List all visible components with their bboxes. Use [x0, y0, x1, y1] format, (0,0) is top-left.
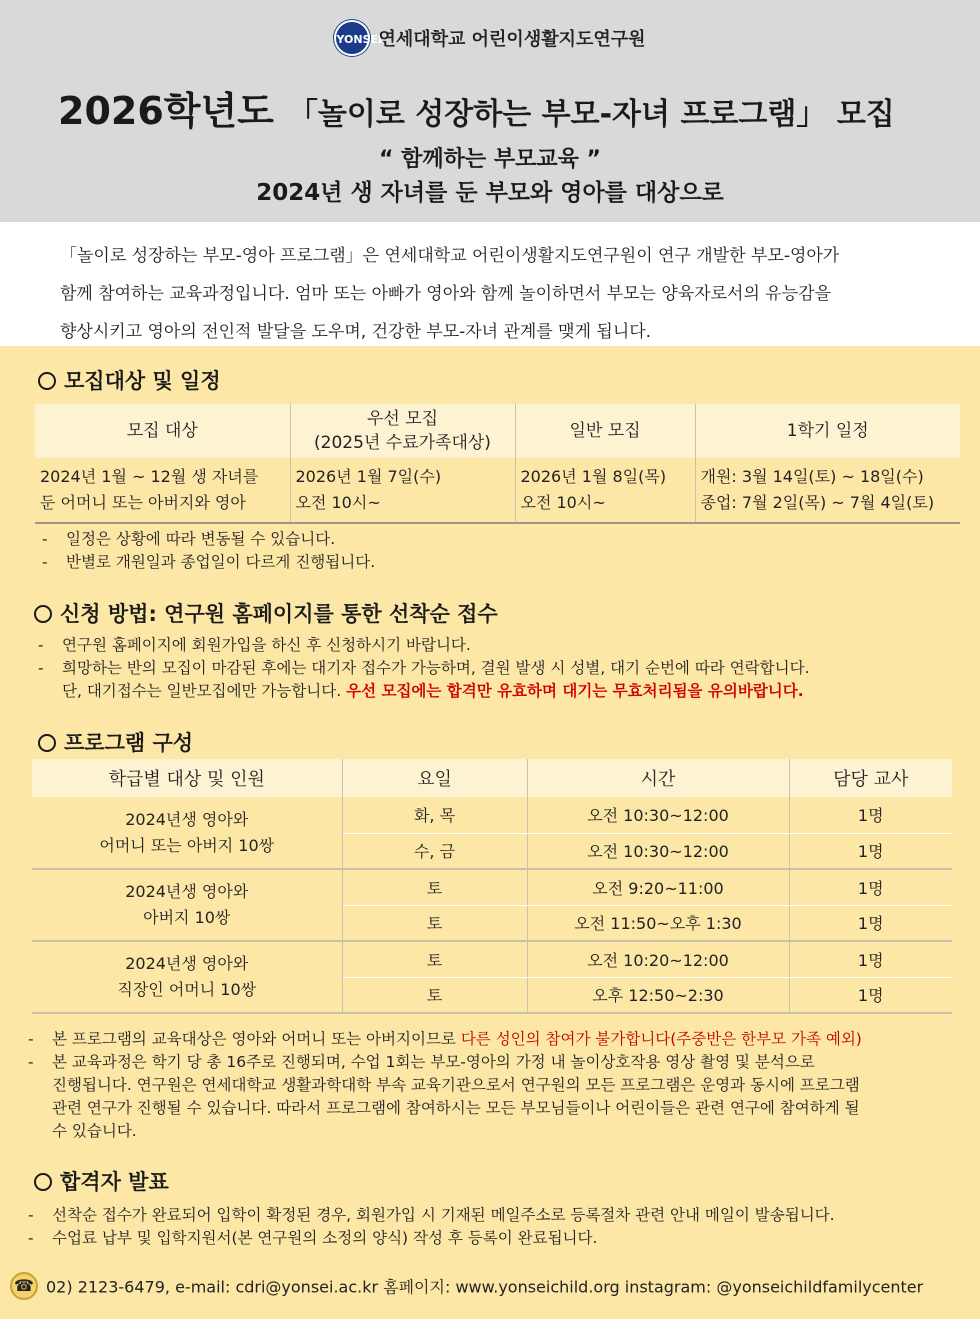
- program-table: [32, 759, 952, 1014]
- cell-day: 토: [342, 869, 527, 905]
- recruitment-notes: [42, 528, 375, 574]
- phone-icon: ☎: [10, 1272, 38, 1300]
- cell-line: 어머니 또는 아버지 10쌍: [99, 835, 275, 855]
- section-title-announcement: [34, 1166, 169, 1196]
- cell-teacher: 1명: [789, 833, 952, 869]
- cell-line: 종업: 7월 2일(목) ~ 7월 4일(토): [700, 493, 935, 512]
- circle-bullet-icon: [38, 734, 56, 752]
- section-title-text: 합격자 발표: [60, 1170, 169, 1194]
- cell-target: [35, 458, 290, 523]
- subtitle-slogan: “ 함께하는 부모교육 ”: [379, 147, 601, 172]
- list-item: [28, 1097, 973, 1120]
- cell-line: 2024년 1월 ~ 12월 생 자녀를: [40, 467, 259, 486]
- table-row: [32, 797, 952, 833]
- cell-line: 2026년 1월 7일(수): [295, 467, 442, 486]
- list-item: [38, 680, 810, 703]
- cell-teacher: 1명: [789, 797, 952, 833]
- section-title-recruitment: [38, 365, 221, 395]
- list-item: - 수업료 납부 및 입학지원서(본 연구원의 소정의 양식) 작성 후 등록이 완료됩니다.: [28, 1229, 598, 1247]
- application-notes: [38, 634, 810, 703]
- note-text: 본 교육과정은 학기 당 총 16주로 진행되며, 수업 1회는 부모-영아의 가정 내 놀이상호작용 영상 촬영 및 분석으로: [52, 1053, 815, 1071]
- cell-line: 2024년생 영아와: [125, 954, 249, 973]
- cell-time: 오전 9:20~11:00: [527, 869, 789, 905]
- note-text: 단, 대기접수는 일반모집에만 가능합니다.: [62, 682, 342, 700]
- cell-line: 2024년생 영아와: [125, 809, 249, 829]
- title-program: 「놀이로 성장하는 부모-자녀 프로그램」 모집: [287, 97, 895, 132]
- circle-bullet-icon: [34, 605, 52, 623]
- section-title-text: 프로그램 구성: [64, 731, 194, 755]
- note-text: 희망하는 반의 모집이 마감된 후에는 대기자 접수가 가능하며, 결원 발생 시 성별, 대기 순번에 따라 연락합니다.: [62, 659, 810, 677]
- section-title-text: 신청 방법: 연구원 홈페이지를 통한 선착순 접수: [60, 602, 498, 626]
- title-year: 2026학년도: [58, 89, 274, 133]
- cell-day: 수, 금: [342, 833, 527, 869]
- intro-line: 「놀이로 성장하는 부모-영아 프로그램」은 연세대학교 어린이생활지도연구원이 연구 개발한 부모-영아가: [60, 246, 840, 266]
- list-item: - 본 프로그램의 교육대상은 영아와 어머니 또는 아버지이므로 다른 성인의 참여가 불가합니다(주중반은 한부모 가족 예외): [28, 1030, 862, 1048]
- contact-text: 02) 2123-6479, e-mail: cdri@yonsei.ac.kr 홈페이지: www.yonseichild.org instagram: @yonseichildfamilycenter: [46, 1277, 924, 1297]
- cell-time: 오전 11:50~오후 1:30: [527, 905, 789, 941]
- header-banner: [0, 0, 980, 222]
- list-item: - 연구원 홈페이지에 회원가입을 하신 후 신청하시기 바랍니다.: [38, 636, 471, 654]
- section-title-text: 모집대상 및 일정: [64, 369, 221, 393]
- cell-line: 아버지 10쌍: [143, 908, 231, 927]
- table-header-row: [32, 759, 952, 797]
- program-notes: [28, 1028, 973, 1143]
- cell-line: 오전 10시~: [520, 493, 606, 512]
- cell-time: 오전 10:20~12:00: [527, 941, 789, 977]
- section-title-application: [34, 598, 498, 628]
- cell-time: 오전 10:30~12:00: [527, 833, 789, 869]
- cell-general: [515, 458, 695, 523]
- cell-line: 둔 어머니 또는 아버지와 영아: [40, 493, 246, 512]
- header-priority: [290, 404, 515, 458]
- cell-line: 오전 10시~: [295, 493, 381, 512]
- header-class: 학급별 대상 및 인원: [32, 759, 342, 797]
- header-priority-label: 우선 모집: [366, 409, 439, 429]
- table-row: [35, 458, 960, 523]
- list-item: [28, 1074, 973, 1097]
- cell-line: 2024년생 영아와: [125, 882, 249, 901]
- header-target: 모집 대상: [35, 404, 290, 458]
- note-text: 일정은 상황에 따라 변동될 수 있습니다.: [66, 530, 336, 548]
- intro-line: 향상시키고 영아의 전인적 발달을 도우며, 건강한 부모-자녀 관계를 맺게 됩니다.: [60, 322, 652, 342]
- cell-day: 토: [342, 977, 527, 1013]
- cell-day: 화, 목: [342, 797, 527, 833]
- header-teacher: 담당 교사: [789, 759, 952, 797]
- table-row: [32, 941, 952, 977]
- note-text: 수업료 납부 및 입학지원서(본 연구원의 소정의 양식) 작성 후 등록이 완료됩니다.: [52, 1229, 598, 1247]
- intro-line: 함께 참여하는 교육과정입니다. 엄마 또는 아빠가 영아와 함께 놀이하면서 부모는 양육자로서의 유능감을: [60, 284, 831, 304]
- list-item: [28, 1120, 973, 1143]
- org-line: [0, 20, 980, 56]
- circle-bullet-icon: [38, 372, 56, 390]
- table-header-row: [35, 404, 960, 458]
- list-item: - 반별로 개원일과 종업일이 다르게 진행됩니다.: [42, 553, 376, 571]
- note-text: 반별로 개원일과 종업일이 다르게 진행됩니다.: [66, 553, 376, 571]
- university-seal-icon: YONSEI: [334, 20, 370, 56]
- list-item: - 본 교육과정은 학기 당 총 16주로 진행되며, 수업 1회는 부모-영아의 가정 내 놀이상호작용 영상 촬영 및 분석으로: [28, 1053, 815, 1071]
- note-text: 진행됩니다. 연구원은 연세대학교 생활과학대학 부속 교육기관으로서 연구원의 모든 프로그램은 운영과 동시에 프로그램: [52, 1076, 860, 1094]
- warning-text: 다른 성인의 참여가 불가합니다(주중반은 한부모 가족 예외): [460, 1030, 862, 1048]
- cell-time: 오후 12:50~2:30: [527, 977, 789, 1013]
- cell-class: [32, 869, 342, 941]
- cell-teacher: 1명: [789, 977, 952, 1013]
- cell-priority: [290, 458, 515, 523]
- list-item: - 일정은 상황에 따라 변동될 수 있습니다.: [42, 530, 336, 548]
- cell-schedule: [695, 458, 960, 523]
- header-general: 일반 모집: [515, 404, 695, 458]
- warning-text: 우선 모집에는 합격만 유효하며 대기는 무효처리됨을 유의바랍니다.: [346, 682, 804, 700]
- circle-bullet-icon: [34, 1173, 52, 1191]
- cell-teacher: 1명: [789, 905, 952, 941]
- announcement-notes: [28, 1204, 835, 1250]
- header-priority-note: (2025년 수료가족대상): [314, 433, 491, 453]
- cell-day: 토: [342, 941, 527, 977]
- list-item: - 선착순 접수가 완료되어 입학이 확정된 경우, 회원가입 시 기재된 메일주소로 등록절차 관련 안내 메일이 발송됩니다.: [28, 1206, 835, 1224]
- note-text: 관련 연구가 진행될 수 있습니다. 따라서 프로그램에 참여하시는 모든 부모님들이나 어린이들은 관련 연구에 참여하게 될: [52, 1099, 860, 1117]
- cell-teacher: 1명: [789, 941, 952, 977]
- header-day: 요일: [342, 759, 527, 797]
- cell-class: [32, 797, 342, 869]
- header-schedule: 1학기 일정: [695, 404, 960, 458]
- contact-footer: [10, 1272, 923, 1300]
- cell-line: 직장인 어머니 10쌍: [117, 980, 257, 999]
- cell-teacher: 1명: [789, 869, 952, 905]
- cell-line: 개원: 3월 14일(토) ~ 18일(수): [700, 467, 924, 486]
- cell-time: 오전 10:30~12:00: [527, 797, 789, 833]
- org-name: 연세대학교 어린이생활지도연구원: [378, 29, 646, 50]
- section-title-program: [38, 727, 193, 757]
- recruitment-table: [35, 404, 960, 524]
- page-title: [58, 80, 895, 135]
- note-text: 수 있습니다.: [52, 1122, 137, 1140]
- note-text: 본 프로그램의 교육대상은 영아와 어머니 또는 아버지이므로: [52, 1030, 461, 1048]
- cell-day: 토: [342, 905, 527, 941]
- header-time: 시간: [527, 759, 789, 797]
- note-text: 연구원 홈페이지에 회원가입을 하신 후 신청하시기 바랍니다.: [62, 636, 471, 654]
- list-item: - 희망하는 반의 모집이 마감된 후에는 대기자 접수가 가능하며, 결원 발생 시 성별, 대기 순번에 따라 연락합니다.: [38, 659, 810, 677]
- cell-class: [32, 941, 342, 1013]
- table-row: [32, 869, 952, 905]
- note-text: 선착순 접수가 완료되어 입학이 확정된 경우, 회원가입 시 기재된 메일주소로 등록절차 관련 안내 메일이 발송됩니다.: [52, 1206, 835, 1224]
- intro-paragraph: [0, 222, 980, 346]
- subtitle-target: 2024년 생 자녀를 둔 부모와 영아를 대상으로: [256, 180, 724, 206]
- cell-line: 2026년 1월 8일(목): [520, 467, 667, 486]
